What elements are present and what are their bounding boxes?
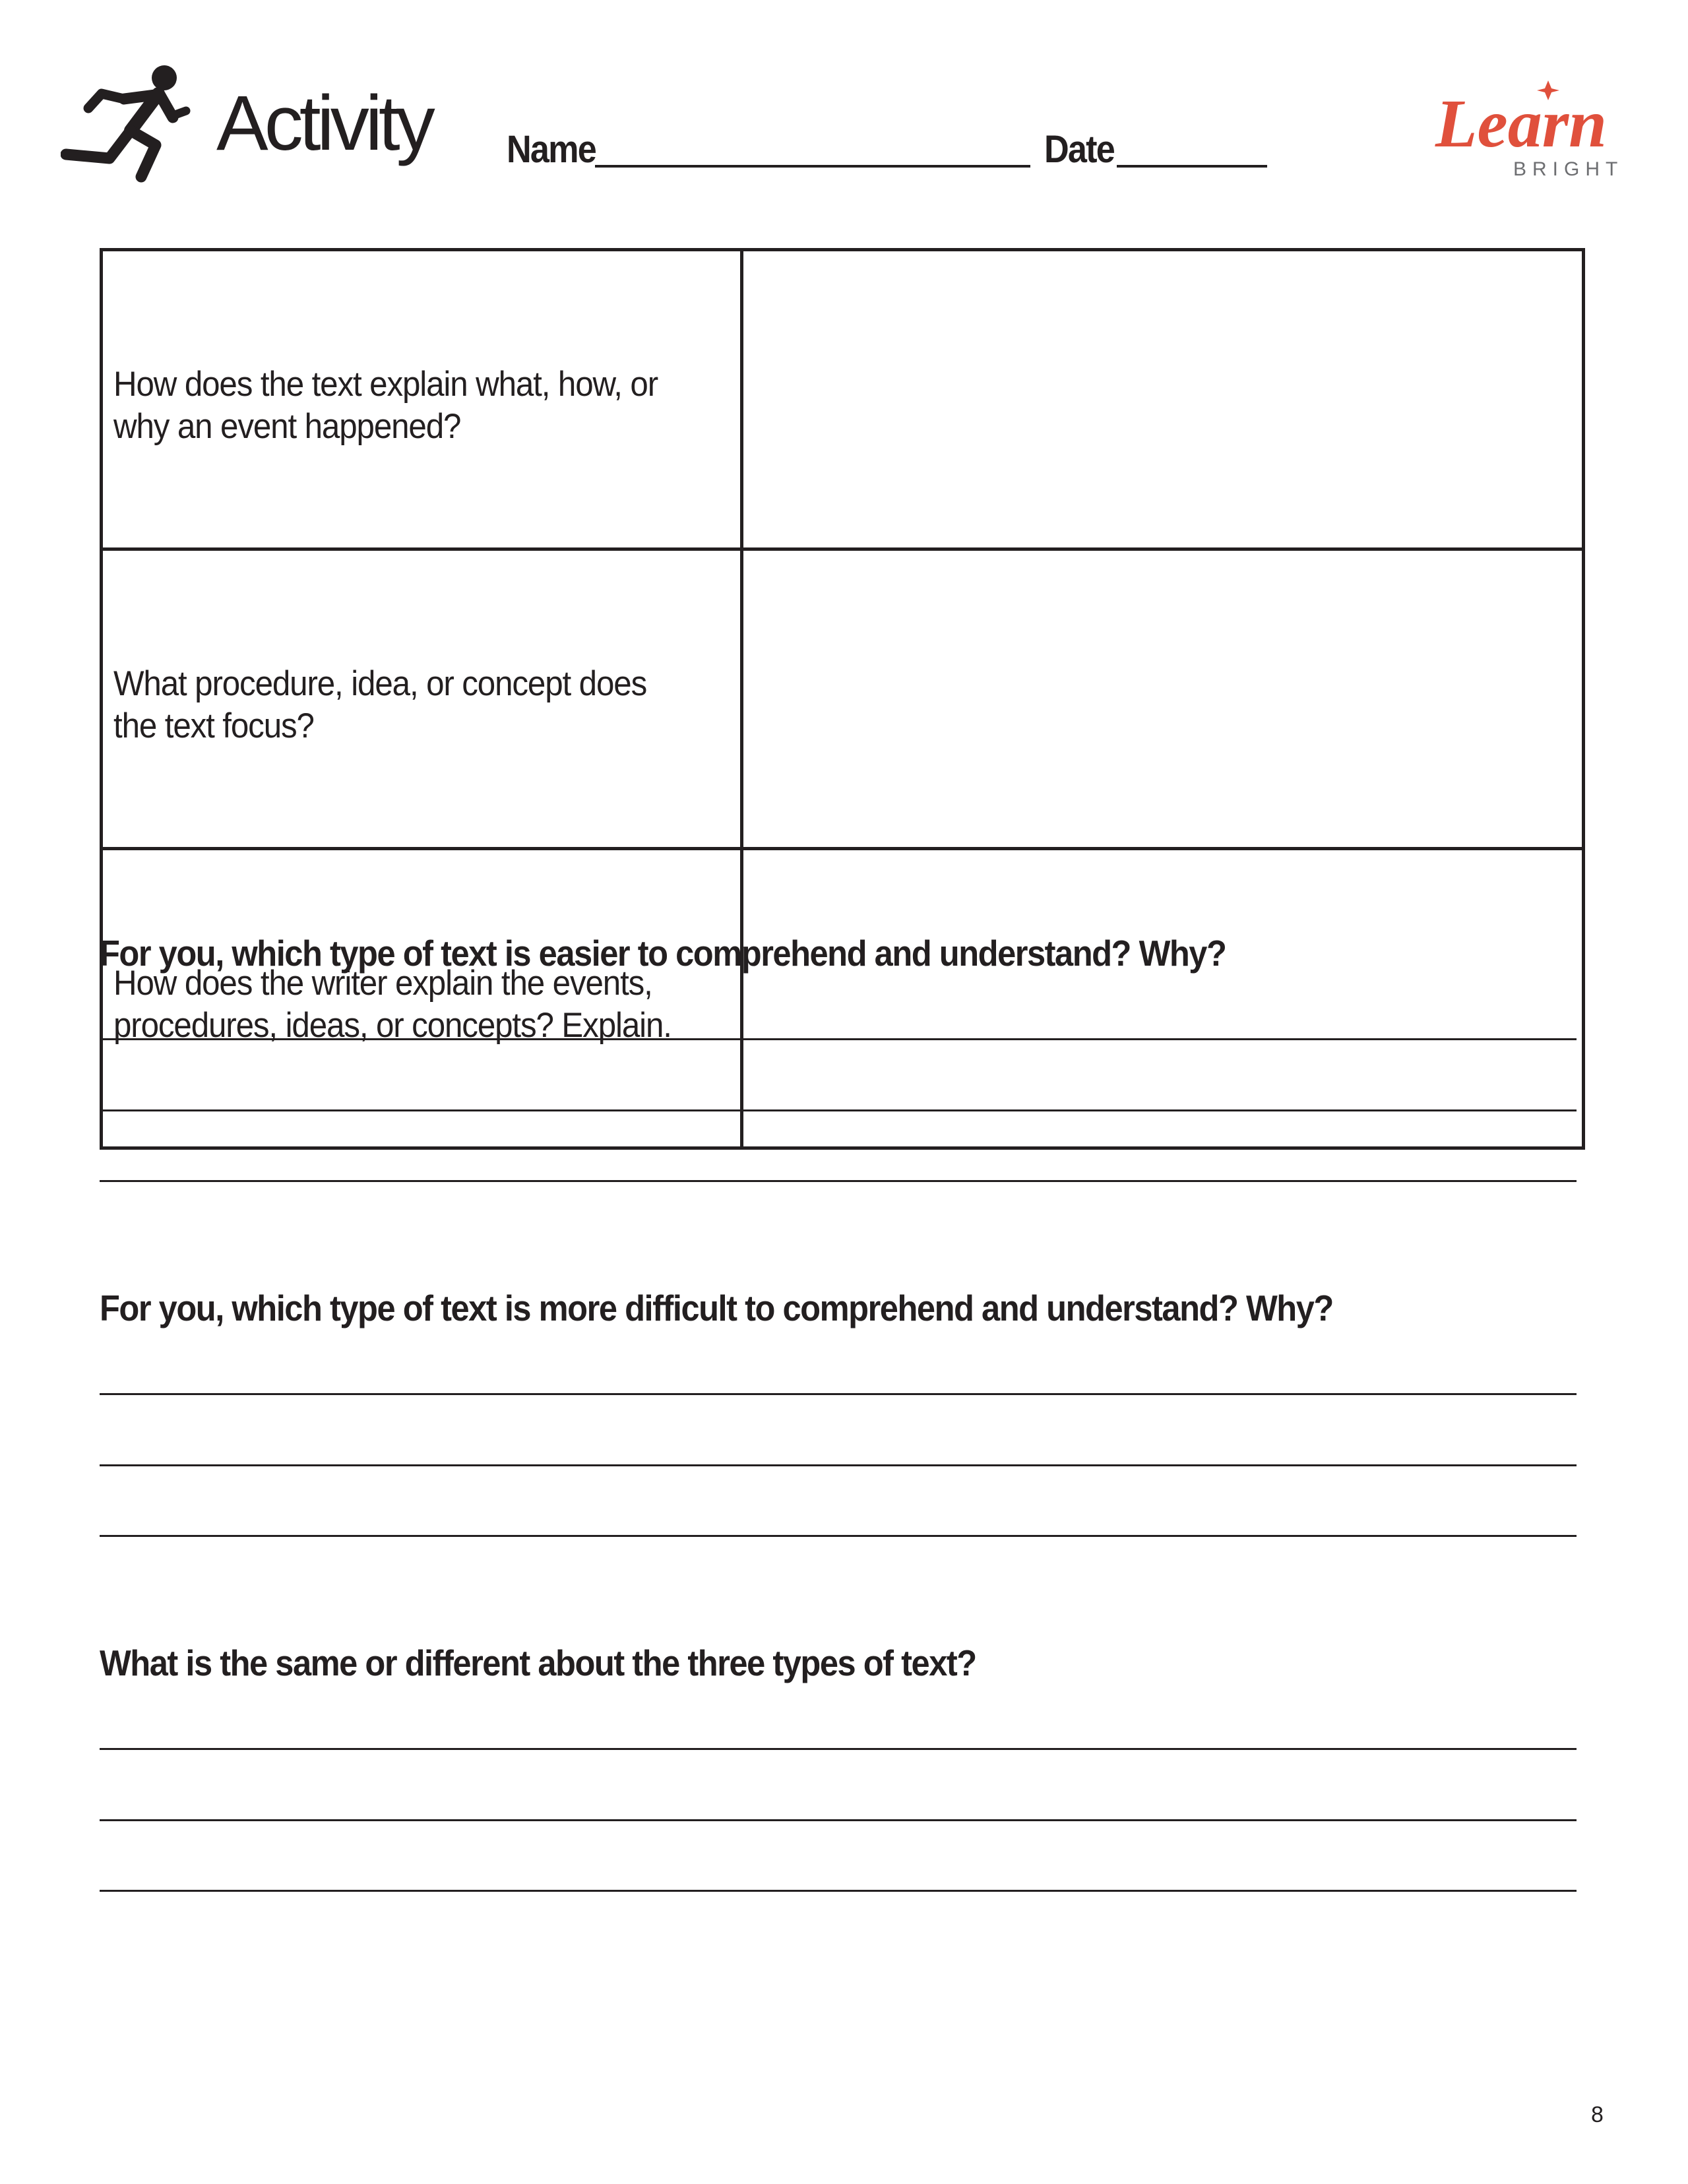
- name-field[interactable]: [595, 165, 1030, 168]
- logo-wordmark: Learn: [1435, 86, 1607, 162]
- table-prompt-cell: [102, 549, 742, 849]
- running-person-icon: [61, 65, 194, 185]
- answer-line[interactable]: [100, 1038, 1577, 1040]
- date-field[interactable]: [1117, 165, 1267, 168]
- table-prompt: How does the writer explain the events, procedures, ideas, or concepts? Explain.: [113, 963, 672, 1045]
- question-easier: For you, which type of text is easier to comprehend and understand? Why?: [100, 933, 1226, 974]
- table-prompt-cell: [102, 849, 742, 1148]
- answer-line[interactable]: [100, 1890, 1577, 1892]
- name-label: Name: [507, 128, 596, 171]
- answer-line[interactable]: [100, 1464, 1577, 1466]
- answer-line[interactable]: [100, 1748, 1577, 1750]
- date-label: Date: [1044, 128, 1114, 171]
- table-prompt: What procedure, idea, or concept does the text focus?: [113, 664, 647, 745]
- table-answer-cell[interactable]: [742, 549, 1584, 849]
- answer-line[interactable]: [100, 1819, 1577, 1821]
- learn-bright-logo: [1433, 80, 1624, 178]
- table-answer-cell[interactable]: [742, 250, 1584, 549]
- answer-line[interactable]: [100, 1109, 1577, 1111]
- answer-line[interactable]: [100, 1180, 1577, 1182]
- page-title: Activity: [216, 80, 431, 167]
- logo-tagline: BRIGHT: [1513, 158, 1624, 178]
- answer-line[interactable]: [100, 1393, 1577, 1395]
- table-answer-cell[interactable]: [742, 849, 1584, 1148]
- question-more-difficult: For you, which type of text is more difficult to comprehend and understand? Why?: [100, 1288, 1333, 1328]
- answer-line[interactable]: [100, 1535, 1577, 1537]
- question-same-or-different: What is the same or different about the three types of text?: [100, 1642, 976, 1683]
- page-number: 8: [1591, 2102, 1604, 2127]
- table-prompt-cell: [102, 250, 742, 549]
- table-row: [102, 849, 1584, 1148]
- table-prompt: How does the text explain what, how, or why an event happened?: [113, 364, 658, 446]
- table-row: [102, 549, 1584, 849]
- question-table: [100, 248, 1585, 1150]
- table-row: [102, 250, 1584, 549]
